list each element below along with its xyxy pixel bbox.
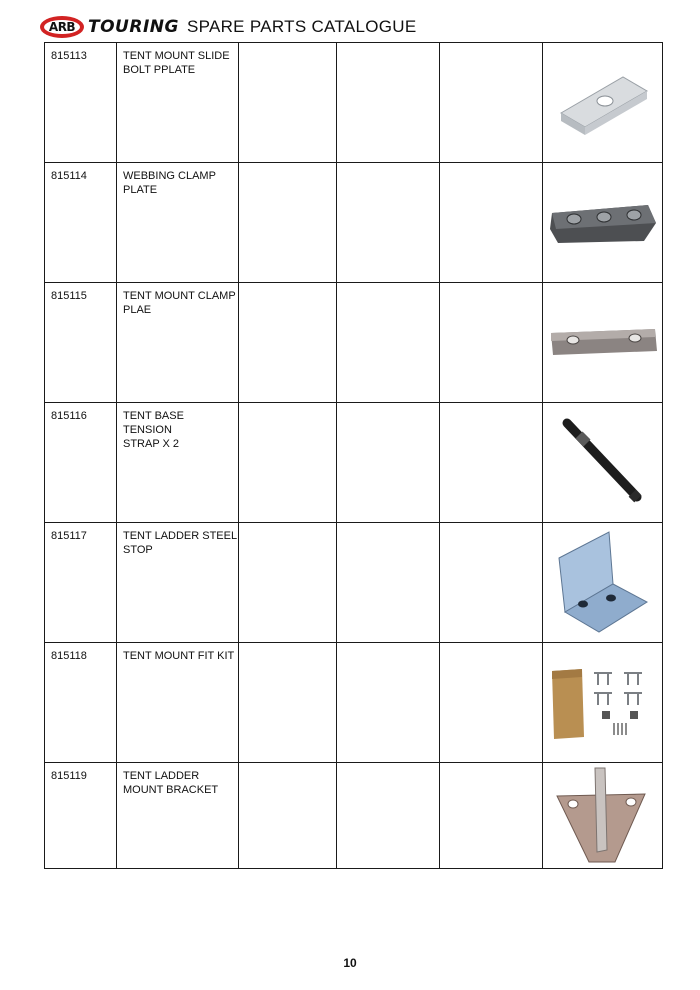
part-code: 815114: [51, 170, 87, 182]
part-description: WEBBING CLAMP PLATE: [123, 170, 216, 196]
part-code: 815119: [51, 770, 87, 782]
part-code: 815118: [51, 650, 87, 662]
webbing-clamp-plate-image: [543, 163, 662, 282]
part-code: 815117: [51, 530, 87, 542]
part-description: TENT MOUNT FIT KIT: [123, 650, 235, 662]
table-row: [45, 43, 663, 163]
empty-cell: [440, 763, 543, 869]
part-code: 815115: [51, 290, 87, 302]
part-code: 815116: [51, 410, 87, 422]
empty-cell: [440, 643, 543, 763]
part-description: TENT MOUNT SLIDE BOLT PPLATE: [123, 50, 230, 76]
empty-cell: [239, 643, 337, 763]
empty-cell: [337, 43, 440, 163]
empty-cell: [440, 163, 543, 283]
part-description: TENT LADDER STEEL STOP: [123, 530, 238, 556]
empty-cell: [440, 523, 543, 643]
empty-cell: [239, 283, 337, 403]
empty-cell: [239, 403, 337, 523]
ladder-mount-bracket-image: [543, 763, 662, 868]
page-number: 10: [343, 956, 357, 970]
brand-wordmark: TOURING: [88, 17, 179, 37]
table-row: [45, 283, 663, 403]
empty-cell: [337, 403, 440, 523]
mount-fit-kit-image: [543, 643, 662, 762]
tension-strap-image: [543, 403, 662, 522]
parts-table: [44, 42, 663, 869]
empty-cell: [239, 763, 337, 869]
part-code: 815113: [51, 50, 87, 62]
slide-bolt-plate-image: [543, 43, 662, 162]
table-row: [45, 643, 663, 763]
empty-cell: [440, 43, 543, 163]
empty-cell: [440, 403, 543, 523]
part-description: TENT BASE TENSION STRAP X 2: [123, 410, 184, 450]
ladder-steel-stop-image: [543, 523, 662, 642]
page-title: SPARE PARTS CATALOGUE: [186, 17, 417, 36]
empty-cell: [239, 43, 337, 163]
table-row: [45, 763, 663, 869]
table-row: [45, 523, 663, 643]
empty-cell: [440, 283, 543, 403]
arb-logo: ARB: [40, 16, 84, 38]
catalogue-header: [40, 14, 417, 40]
clamp-plate-image: [543, 283, 662, 402]
table-row: [45, 403, 663, 523]
empty-cell: [239, 163, 337, 283]
empty-cell: [239, 523, 337, 643]
table-row: [45, 163, 663, 283]
part-description: TENT MOUNT CLAMP PLAE: [123, 290, 236, 316]
part-description: TENT LADDER MOUNT BRACKET: [123, 770, 219, 796]
empty-cell: [337, 283, 440, 403]
empty-cell: [337, 523, 440, 643]
empty-cell: [337, 163, 440, 283]
empty-cell: [337, 763, 440, 869]
empty-cell: [337, 643, 440, 763]
